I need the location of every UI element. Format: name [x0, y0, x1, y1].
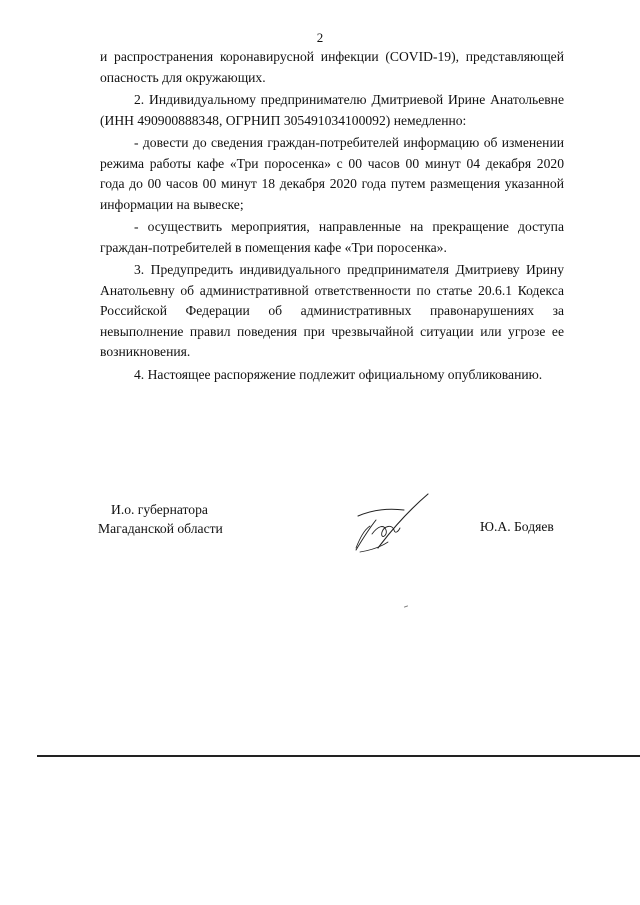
paragraph-item-2-bullet-2: - осуществить мероприятия, направленные на прекращение доступа граждан-потребителей в помещения кафе «Три поросенка».	[100, 219, 564, 255]
paragraph-item-2: 2. Индивидуальному предпринимателю Дмитриевой Ирине Анатольевне (ИНН 490900888348, ОГРНИП 305491034100092) немедленно:	[100, 92, 564, 128]
horizontal-rule	[37, 755, 640, 757]
signatory-title-line-2: Магаданской области	[98, 521, 223, 536]
document-body	[100, 47, 564, 387]
signatory-title	[98, 500, 223, 538]
paragraph-item-2-bullet-1: - довести до сведения граждан-потребителей информацию об изменении режима работы кафе «Три поросенка» с 00 часов 00 минут 04 декабря 2020 года до 00 часов 00 минут 18 декабря 2020 года путем размещения указанной информации на вывеске;	[100, 135, 564, 212]
paragraph-item-4: 4. Настоящее распоряжение подлежит официальному опубликованию.	[134, 366, 543, 382]
signatory-name: Ю.А. Бодяев	[480, 519, 554, 534]
signatory-title-line-1: И.о. губернатора	[111, 502, 208, 517]
handwritten-signature	[348, 490, 440, 554]
paragraph-item-3: 3. Предупредить индивидуального предпринимателя Дмитриеву Ирину Анатольевну об административной ответственности по статье 20.6.1 Кодекса Российской Федерации об административных правонарушениях за невыполнение правил поведения при чрезвычайной ситуации или угрозе ее возникновения.	[100, 262, 564, 359]
scan-speck	[404, 605, 408, 607]
paragraph-continuation: и распространения коронавирусной инфекции (COVID-19), представляющей опасность для окружающих.	[100, 49, 564, 85]
page-number: 2	[316, 30, 324, 45]
